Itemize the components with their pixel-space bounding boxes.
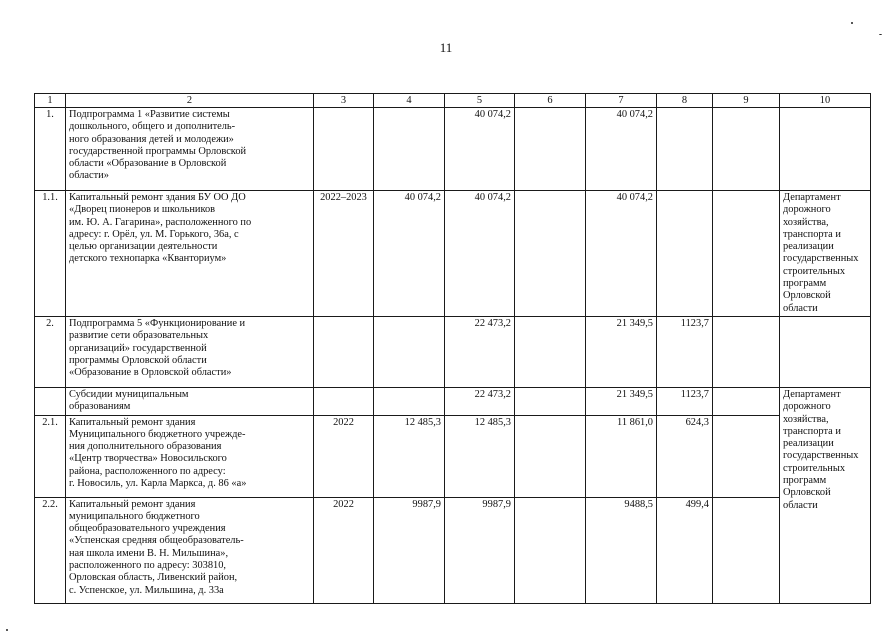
data-table — [34, 93, 871, 604]
row-number — [35, 387, 66, 415]
department-cell — [780, 316, 871, 387]
value-col-9 — [713, 316, 780, 387]
table-row — [35, 316, 871, 387]
page-number: 11 — [439, 40, 453, 55]
value-col-5: 22 473,2 — [445, 387, 515, 415]
department-cell: Департамент дорожного хозяйства, транспорта и реализации государственных строительных программ Орловской области — [780, 191, 871, 317]
table-row — [35, 191, 871, 317]
program-name: Подпрограмма 5 «Функционирование и развитие сети образовательных организаций» государственной программы Орловской области «Образование в Орловской области» — [66, 316, 314, 387]
department-cell — [780, 108, 871, 191]
value-col-7: 40 074,2 — [586, 191, 657, 317]
column-header-8: 8 — [657, 94, 713, 108]
table-row — [35, 497, 871, 603]
column-header-5: 5 — [445, 94, 515, 108]
value-col-5: 22 473,2 — [445, 316, 515, 387]
period-cell — [314, 108, 374, 191]
program-name: Субсидии муниципальным образованиям — [66, 387, 314, 415]
column-header-10: 10 — [780, 94, 871, 108]
value-col-6 — [515, 387, 586, 415]
value-col-9 — [713, 497, 780, 603]
column-header-9: 9 — [713, 94, 780, 108]
scan-speck — [879, 34, 882, 35]
value-col-7: 11 861,0 — [586, 415, 657, 497]
column-header-7: 7 — [586, 94, 657, 108]
period-cell: 2022 — [314, 415, 374, 497]
value-col-9 — [713, 108, 780, 191]
program-name: Капитальный ремонт здания БУ ОО ДО «Дворец пионеров и школьников им. Ю. А. Гагарина», расположенного по адресу: г. Орёл, ул. М. Горького, 36а, с целью организации деятельности детского технопарка «Кванториум» — [66, 191, 314, 317]
table-row — [35, 108, 871, 191]
row-number: 1.1. — [35, 191, 66, 317]
column-header-3: 3 — [314, 94, 374, 108]
value-col-4 — [374, 108, 445, 191]
value-col-6 — [515, 497, 586, 603]
value-col-5: 40 074,2 — [445, 108, 515, 191]
value-col-4: 40 074,2 — [374, 191, 445, 317]
value-col-6 — [515, 415, 586, 497]
column-header-4: 4 — [374, 94, 445, 108]
table-row — [35, 415, 871, 497]
value-col-8 — [657, 191, 713, 317]
value-col-4: 12 485,3 — [374, 415, 445, 497]
column-header-2: 2 — [66, 94, 314, 108]
row-number: 2. — [35, 316, 66, 387]
value-col-7: 40 074,2 — [586, 108, 657, 191]
period-cell: 2022–2023 — [314, 191, 374, 317]
value-col-6 — [515, 108, 586, 191]
value-col-9 — [713, 387, 780, 415]
program-name: Подпрограмма 1 «Развитие системы дошкольного, общего и дополнитель- ного образования детей и молодежи» государственной программы Орловской области «Образование в Орловской области» — [66, 108, 314, 191]
value-col-5: 40 074,2 — [445, 191, 515, 317]
column-header-6: 6 — [515, 94, 586, 108]
value-col-9 — [713, 415, 780, 497]
row-number: 1. — [35, 108, 66, 191]
value-col-8: 624,3 — [657, 415, 713, 497]
period-cell: 2022 — [314, 497, 374, 603]
value-col-6 — [515, 316, 586, 387]
row-number: 2.2. — [35, 497, 66, 603]
row-number: 2.1. — [35, 415, 66, 497]
program-name: Капитальный ремонт здания Муниципального бюджетного учрежде- ния дополнительного образования «Центр творчества» Новосильского района, расположенного по адресу: г. Новосиль, ул. Карла Маркса, д. 86 «а» — [66, 415, 314, 497]
department-cell: Департамент дорожного хозяйства, транспорта и реализации государственных строительных программ Орловской области — [780, 387, 871, 603]
period-cell — [314, 316, 374, 387]
value-col-5: 9987,9 — [445, 497, 515, 603]
value-col-4 — [374, 387, 445, 415]
value-col-9 — [713, 191, 780, 317]
column-header-1: 1 — [35, 94, 66, 108]
value-col-8 — [657, 108, 713, 191]
scan-speck — [851, 22, 853, 24]
value-col-7: 21 349,5 — [586, 316, 657, 387]
value-col-8: 1123,7 — [657, 316, 713, 387]
value-col-4 — [374, 316, 445, 387]
header-row — [35, 94, 871, 108]
value-col-8: 499,4 — [657, 497, 713, 603]
value-col-6 — [515, 191, 586, 317]
scan-speck — [6, 629, 8, 631]
value-col-5: 12 485,3 — [445, 415, 515, 497]
table-row — [35, 387, 871, 415]
value-col-7: 21 349,5 — [586, 387, 657, 415]
period-cell — [314, 387, 374, 415]
value-col-4: 9987,9 — [374, 497, 445, 603]
program-name: Капитальный ремонт здания муниципального бюджетного общеобразовательного учреждения «Успенская средняя общеобразователь- ная школа имени В. Н. Мильшина», расположенного по адресу: 303810, Орловская область, Ливенский район, с. Успенское, ул. Мильшина, д. 33а — [66, 497, 314, 603]
value-col-8: 1123,7 — [657, 387, 713, 415]
value-col-7: 9488,5 — [586, 497, 657, 603]
